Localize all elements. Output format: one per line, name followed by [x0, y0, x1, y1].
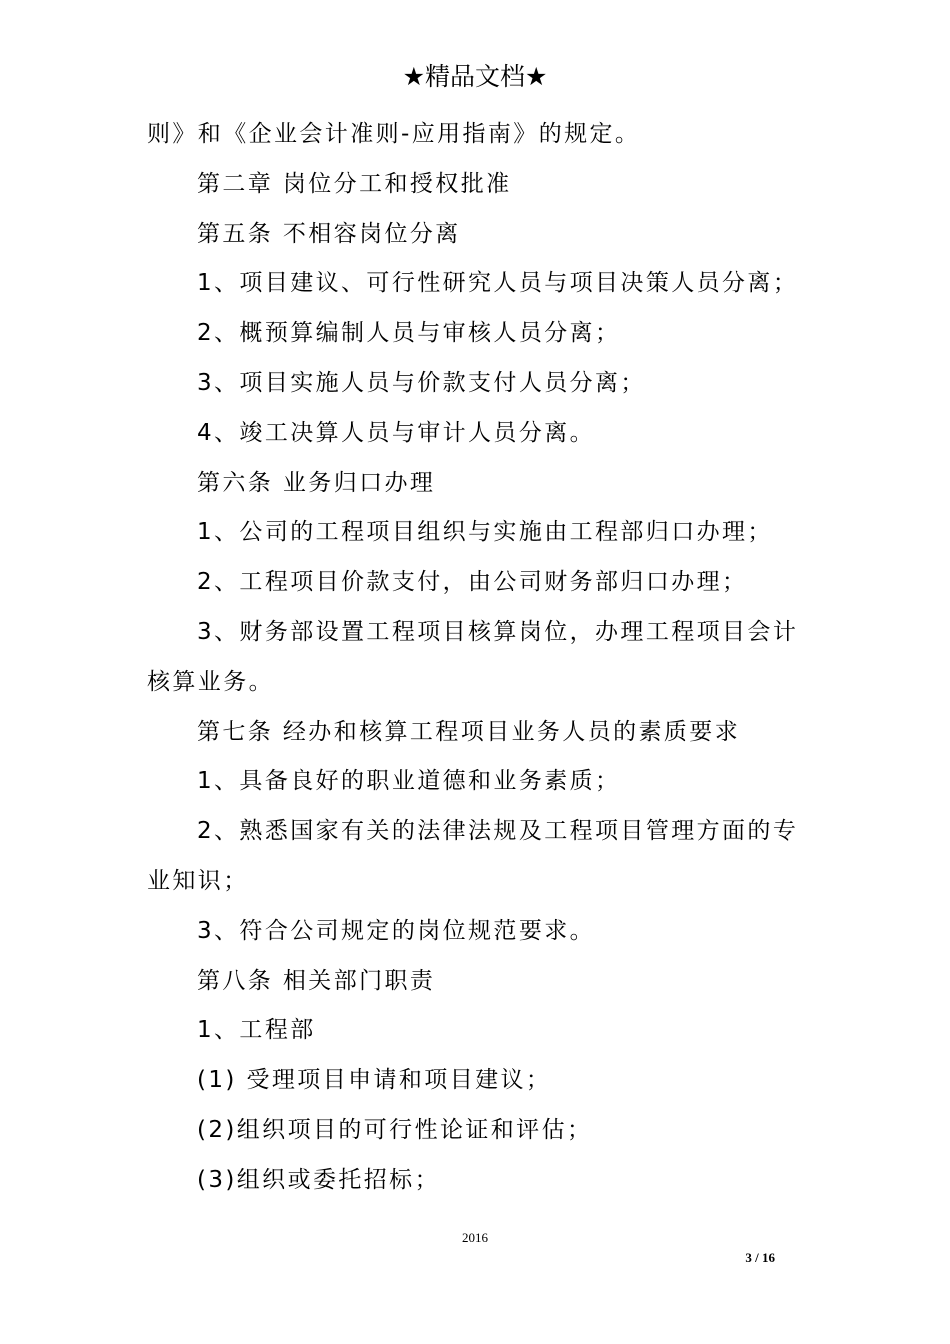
page-number: 3 / 16: [745, 1250, 775, 1265]
list-item: 2、概预算编制人员与审核人员分离；: [197, 320, 621, 347]
chapter-heading: 第二章 岗位分工和授权批准: [197, 170, 512, 197]
list-item: 2、熟悉国家有关的法律法规及工程项目管理方面的专: [197, 818, 799, 845]
list-item: 1、工程部: [197, 1017, 316, 1044]
article-heading: 第五条 不相容岗位分离: [197, 220, 461, 247]
list-item: 1、具备良好的职业道德和业务素质；: [197, 768, 621, 795]
list-item: 1、公司的工程项目组织与实施由工程部归口办理；: [197, 519, 773, 546]
list-item-continuation: 业知识；: [147, 867, 249, 894]
list-item: 4、竣工决算人员与审计人员分离。: [197, 419, 596, 446]
sub-list-item: (2)组织项目的可行性论证和评估；: [197, 1116, 593, 1143]
list-item: 1、项目建议、可行性研究人员与项目决策人员分离；: [197, 270, 799, 297]
article-heading: 第八条 相关部门职责: [197, 967, 436, 994]
list-item-continuation: 核算业务。: [147, 668, 274, 695]
text-line: 则》和《企业会计准则-应用指南》的规定。: [147, 121, 641, 147]
document-body: [147, 110, 807, 1206]
article-heading: 第七条 经办和核算工程项目业务人员的素质要求: [197, 718, 741, 745]
list-item: 3、项目实施人员与价款支付人员分离；: [197, 369, 646, 396]
sub-list-item: (3)组织或委托招标；: [197, 1166, 440, 1193]
list-item: 3、符合公司规定的岗位规范要求。: [197, 917, 596, 944]
article-heading: 第六条 业务归口办理: [197, 469, 436, 496]
page-header-title: ★精品文档★: [402, 62, 548, 91]
sub-list-item: (1) 受理项目申请和项目建议；: [197, 1067, 552, 1094]
footer-year: 2016: [462, 1230, 488, 1245]
list-item: 3、财务部设置工程项目核算岗位，办理工程项目会计: [197, 618, 799, 645]
list-item: 2、工程项目价款支付，由公司财务部归口办理；: [197, 569, 748, 596]
